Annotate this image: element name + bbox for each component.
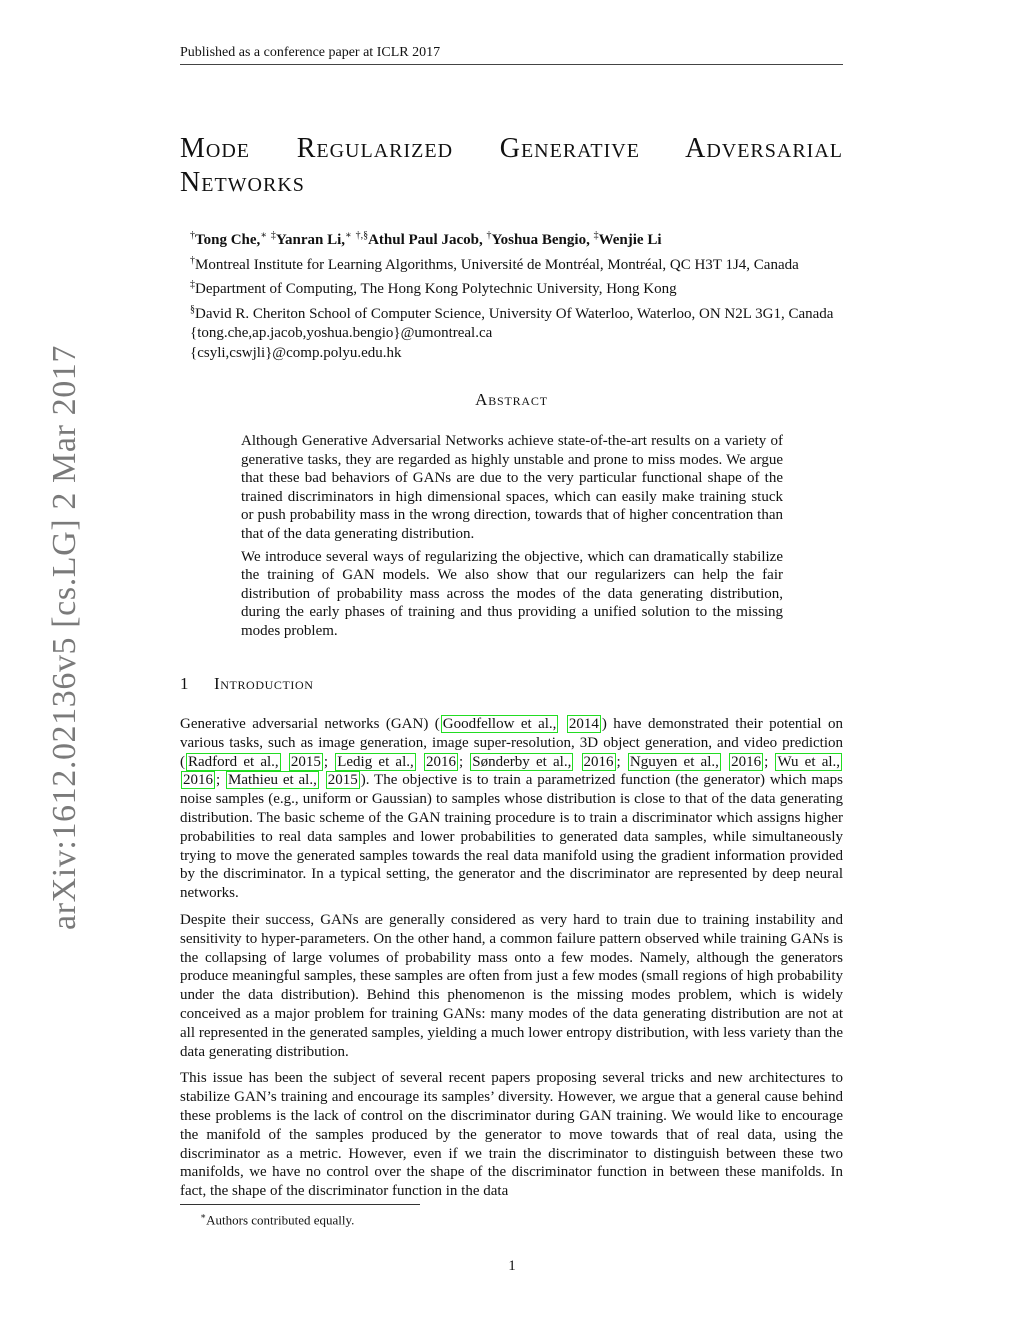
citation-link[interactable]: 2014 (568, 716, 599, 732)
intro-paragraph: Despite their success, GANs are generally considered as very hard to train due to training instability and sensitivity to hyper-parameters. On the other hand, a common failure pattern observed while training GANs is the collapsing of large volumes of probability mass onto a few modes. Namely, although the generators produce meaningful samples, these samples are often from just a few modes (small regions of high probability under the data distribution). Behind this phenomenon is the missing modes problem, which is widely conceived as a major problem for training GANs: many modes of the data generating distribution are not at all represented in the generated samples, yielding a much lower entropy distribution, with less variety than the data generating distribution. (180, 911, 843, 1060)
footnote-rule (180, 1204, 420, 1205)
title-line-1: Mode Regularized Generative Adversarial (180, 133, 843, 164)
affiliation: †Montreal Institute for Learning Algorithms, Université de Montréal, Montréal, QC H3T 1J4, Canada (190, 254, 799, 273)
author-block (190, 226, 890, 363)
intro-paragraph: Generative adversarial networks (GAN) ( Goodfellow et al., 2014 ) have demonstrated their potential on various tasks, such as image generation, image super-resolution, 3D object generation, and video prediction ( Radford et al., 2015 ; Ledig et al., 2016 ; Sønderby et al., 2016 ; Nguyen et al., 2016 ; Wu et al., 2016 ; Mathieu et al., 2015 ). The objective is to train a parametrized function (the generator) which maps noise samples (e.g., uniform or Gaussian) to samples whose distribution is close to that of the data generating distribution. The basic scheme of the GAN training procedure is to train a discriminator which assigns higher probabilities to real data samples and lower probabilities to generated data samples, while simultaneously trying to move the generated samples towards the real data manifold using the gradient information provided by the discriminator. In a typical setting, the generator and the discriminator are represented by deep neural networks. (180, 716, 844, 902)
citation-link[interactable]: 2015 (290, 753, 321, 770)
citation-link[interactable]: 2016 (583, 753, 614, 770)
citation-link[interactable]: 2016 (183, 772, 213, 789)
section-number: 1 (180, 674, 190, 693)
section-heading (180, 674, 843, 694)
author-name: Athul Paul Jacob, (368, 232, 483, 248)
author-name: Yanran Li, (275, 232, 346, 248)
citation-link[interactable]: Wu et al., (777, 753, 841, 770)
paper-title (180, 132, 843, 200)
citation-link[interactable]: Ledig et al., (337, 753, 414, 770)
arxiv-stamp: arXiv:1612.02136v5 [cs.LG] 2 Mar 2017 (46, 345, 83, 930)
email-line: {csyli,cswjli}@comp.polyu.edu.hk (190, 344, 402, 361)
introduction-body (180, 715, 843, 1209)
citation-link[interactable]: 2015 (327, 772, 358, 789)
author-name: Wenjie Li (598, 232, 662, 248)
running-header: Published as a conference paper at ICLR 2017 (180, 45, 441, 60)
citation-link[interactable]: Nguyen et al., (629, 753, 719, 770)
citation-link[interactable]: Sønderby et al., (472, 753, 572, 770)
affiliation: §David R. Cheriton School of Computer Science, University Of Waterloo, Waterloo, ON N2L 3G1, Canada (190, 303, 834, 322)
citation-link[interactable]: Goodfellow et al., (442, 716, 557, 732)
title-line-2: Networks (180, 167, 305, 198)
abstract-body (241, 432, 783, 645)
author-name: Tong Che, (195, 232, 261, 248)
affiliation: ‡Department of Computing, The Hong Kong Polytechnic University, Hong Kong (190, 279, 677, 297)
citation-link[interactable]: 2016 (731, 753, 762, 770)
abstract-paragraph: Although Generative Adversarial Networks achieve state-of-the-art results on a variety of generative tasks, they are regarded as highly unstable and prone to miss modes. We argue that these bad behaviors of GANs are due to the very particular functional shape of the trained discriminators in high dimensional spaces, which can easily make training stuck or push probability mass in the wrong direction, towards that of higher concentration than that of the data generating distribution. (241, 433, 783, 542)
page-number: 1 (508, 1258, 516, 1274)
citation-link[interactable]: Radford et al., (188, 753, 279, 770)
email-line: {tong.che,ap.jacob,yoshua.bengio}@umontreal.ca (190, 325, 493, 341)
header-rule (180, 64, 843, 65)
intro-paragraph: This issue has been the subject of several recent papers proposing several tricks and new architectures to stabilize GAN’s training and encourage its samples’ diversity. However, we argue that a general cause behind these problems is the lack of control on the discriminator during GAN training. We would like to encourage the manifold of the samples produced by the generator to move towards that of real data, using the discriminator as a metric. However, even if we train the discriminator to distinguish between these two manifolds, we have no control over the shape of the discriminator function in between these manifolds. In fact, the shape of the discriminator function in the data (180, 1070, 843, 1200)
author-name: Yoshua Bengio, (491, 232, 590, 248)
abstract-heading: Abstract (475, 390, 548, 409)
section-title: Introduction (214, 674, 314, 693)
abstract-paragraph: We introduce several ways of regularizing the objective, which can dramatically stabilize the training of GAN models. We also show that our regularizers can help the fair distribution of probability mass across the modes of the data generating distribution, during the early phases of training and thus providing a unified solution to the missing modes problem. (241, 548, 783, 639)
citation-link[interactable]: Mathieu et al., (228, 772, 317, 789)
author-list: †Tong Che,∗ ‡Yanran Li,∗ †,§Athul Paul Jacob, †Yoshua Bengio, ‡Wenjie Li (190, 230, 662, 248)
footnote: ∗Authors contributed equally. (200, 1211, 355, 1228)
citation-link[interactable]: 2016 (425, 753, 456, 770)
